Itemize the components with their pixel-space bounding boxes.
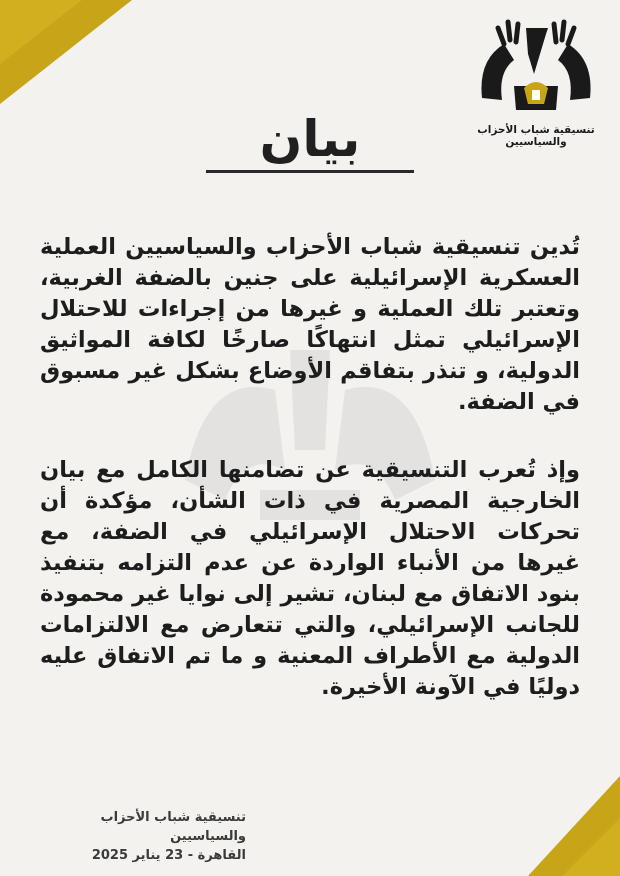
logo-caption: تنسيقية شباب الأحزاب والسياسيين: [477, 124, 595, 148]
signature-organization: تنسيقية شباب الأحزاب والسياسيين: [100, 810, 246, 844]
signature-block: [36, 808, 246, 865]
statement-paragraph-2: وإذ تُعرب التنسيقية عن تضامنها الكامل مع بيان الخارجية المصرية في ذات الشأن، مؤكدة أن تحركات الاحتلال الإسرائيلي في الضفة، مع غيرها من الأنباء الواردة عن عدم التزامه بتنفيذ بنود الاتفاق مع لبنان، تشير إلى نوايا غير محمودة للجانب الإسرائيلي، والتي تتعارض مع الالتزامات الدولية مع الأطراف المعنية و ما تم الاتفاق عليه دوليًا في الآونة الأخيرة.: [40, 457, 580, 700]
signature-place-date: القاهرة - 23 يناير 2025: [91, 848, 246, 863]
bottom-right-corner-decoration: [528, 776, 620, 876]
page-title: بيان: [259, 110, 361, 168]
top-left-corner-decoration: [0, 0, 140, 110]
statement-paragraph-1: تُدين تنسيقية شباب الأحزاب والسياسيين العملية العسكرية الإسرائيلية على جنين بالضفة الغربية، وتعتبر تلك العملية و غيرها من إجراءات للاحتلال الإسرائيلي تمثل انتهاكًا صارخًا لكافة المواثيق الدولية، و تنذر بتفاقم الأوضاع بشكل غير مسبوق في الضفة.: [40, 234, 580, 415]
title-underline: [206, 170, 414, 173]
